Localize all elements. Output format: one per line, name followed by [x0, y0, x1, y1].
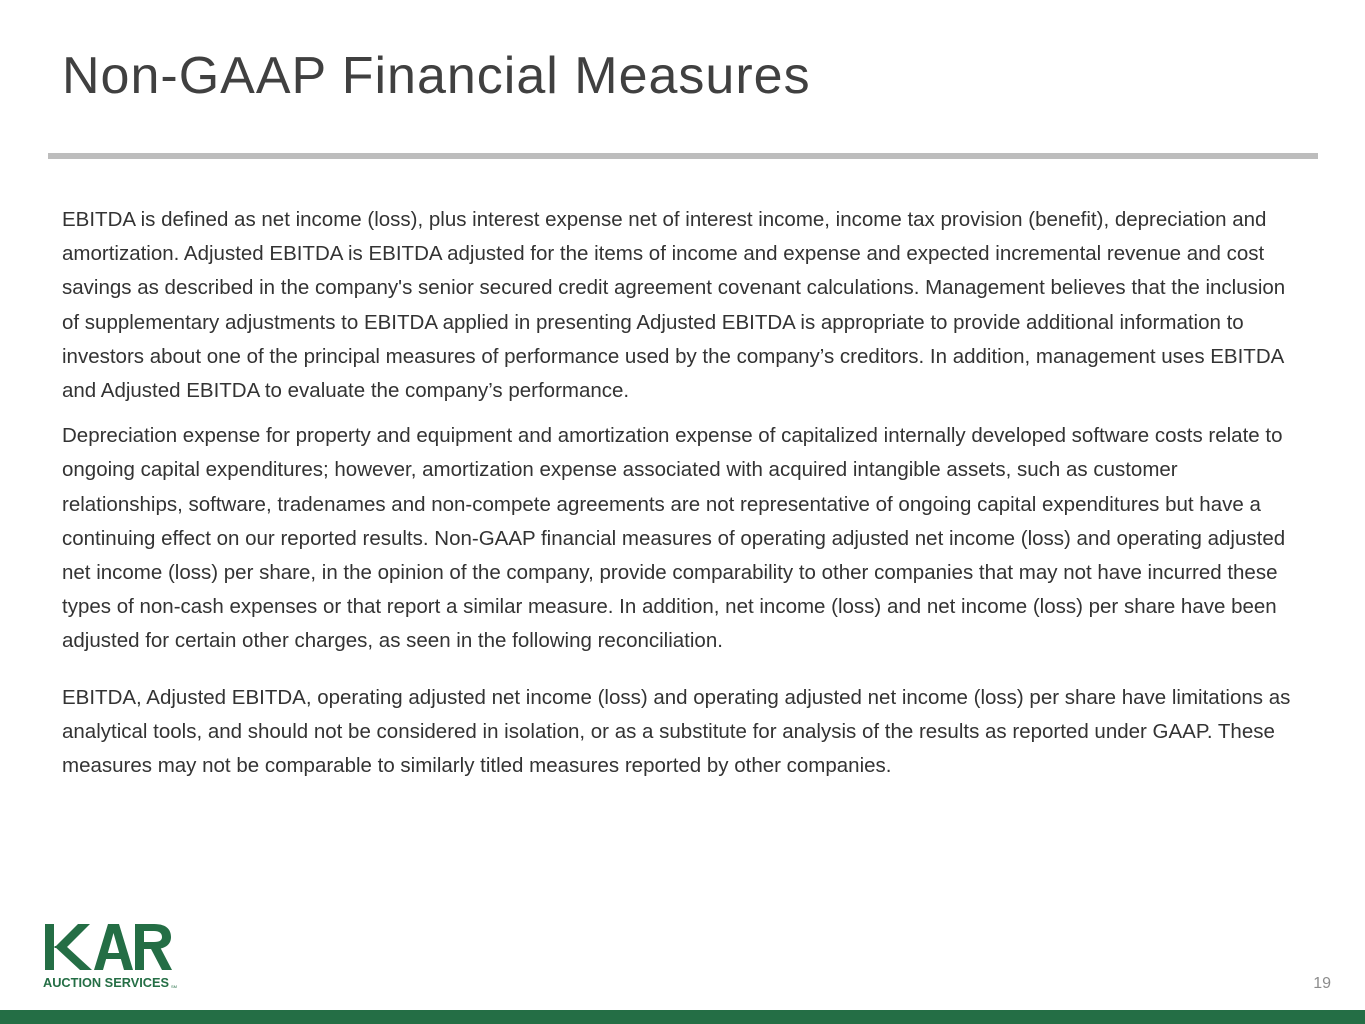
paragraph-ebitda-definition: EBITDA is defined as net income (loss), plus interest expense net of interest income, income tax provision (benefit), depreciation and amortization. Adjusted EBITDA is EBITDA adjusted for the items of income and expense and expected incremental revenue and cost savings as described in the company's senior secured credit agreement covenant calculations. Management believes that the inclusion of supplementary adjustments to EBITDA applied in presenting Adjusted EBITDA is appropriate to provide additional information to investors about one of the principal measures of performance used by the company’s creditors. In addition, management uses EBITDA and Adjusted EBITDA to evaluate the company’s performance.	[62, 208, 1286, 403]
page-number: 19	[1313, 975, 1331, 992]
title-divider	[48, 153, 1318, 159]
slide-body	[62, 203, 1302, 783]
logo-service-mark: SM	[171, 984, 177, 989]
logo-tagline: AUCTION SERVICES	[43, 976, 169, 990]
slide-title: Non-GAAP Financial Measures	[62, 47, 811, 105]
kar-auction-services-logo	[42, 920, 182, 992]
footer-bar	[0, 1010, 1365, 1024]
paragraph-limitations: EBITDA, Adjusted EBITDA, operating adjusted net income (loss) and operating adjusted net income (loss) per share have limitations as analytical tools, and should not be considered in isolation, or as a substitute for analysis of the results as reported under GAAP. These measures may not be comparable to similarly titled measures reported by other companies.	[62, 685, 1291, 778]
paragraph-depreciation: Depreciation expense for property and equipment and amortization expense of capitalized internally developed software costs relate to ongoing capital expenditures; however, amortization expense associated with acquired intangible assets, such as customer relationships, software, tradenames and non-compete agreements are not representative of ongoing capital expenditures but have a continuing effect on our reported results. Non-GAAP financial measures of operating adjusted net income (loss) and operating adjusted net income (loss) per share, in the opinion of the company, provide comparability to other companies that may not have incurred these types of non-cash expenses or that report a similar measure. In addition, net income (loss) and net income (loss) per share have been adjusted for certain other charges, as seen in the following reconciliation.	[62, 424, 1286, 653]
